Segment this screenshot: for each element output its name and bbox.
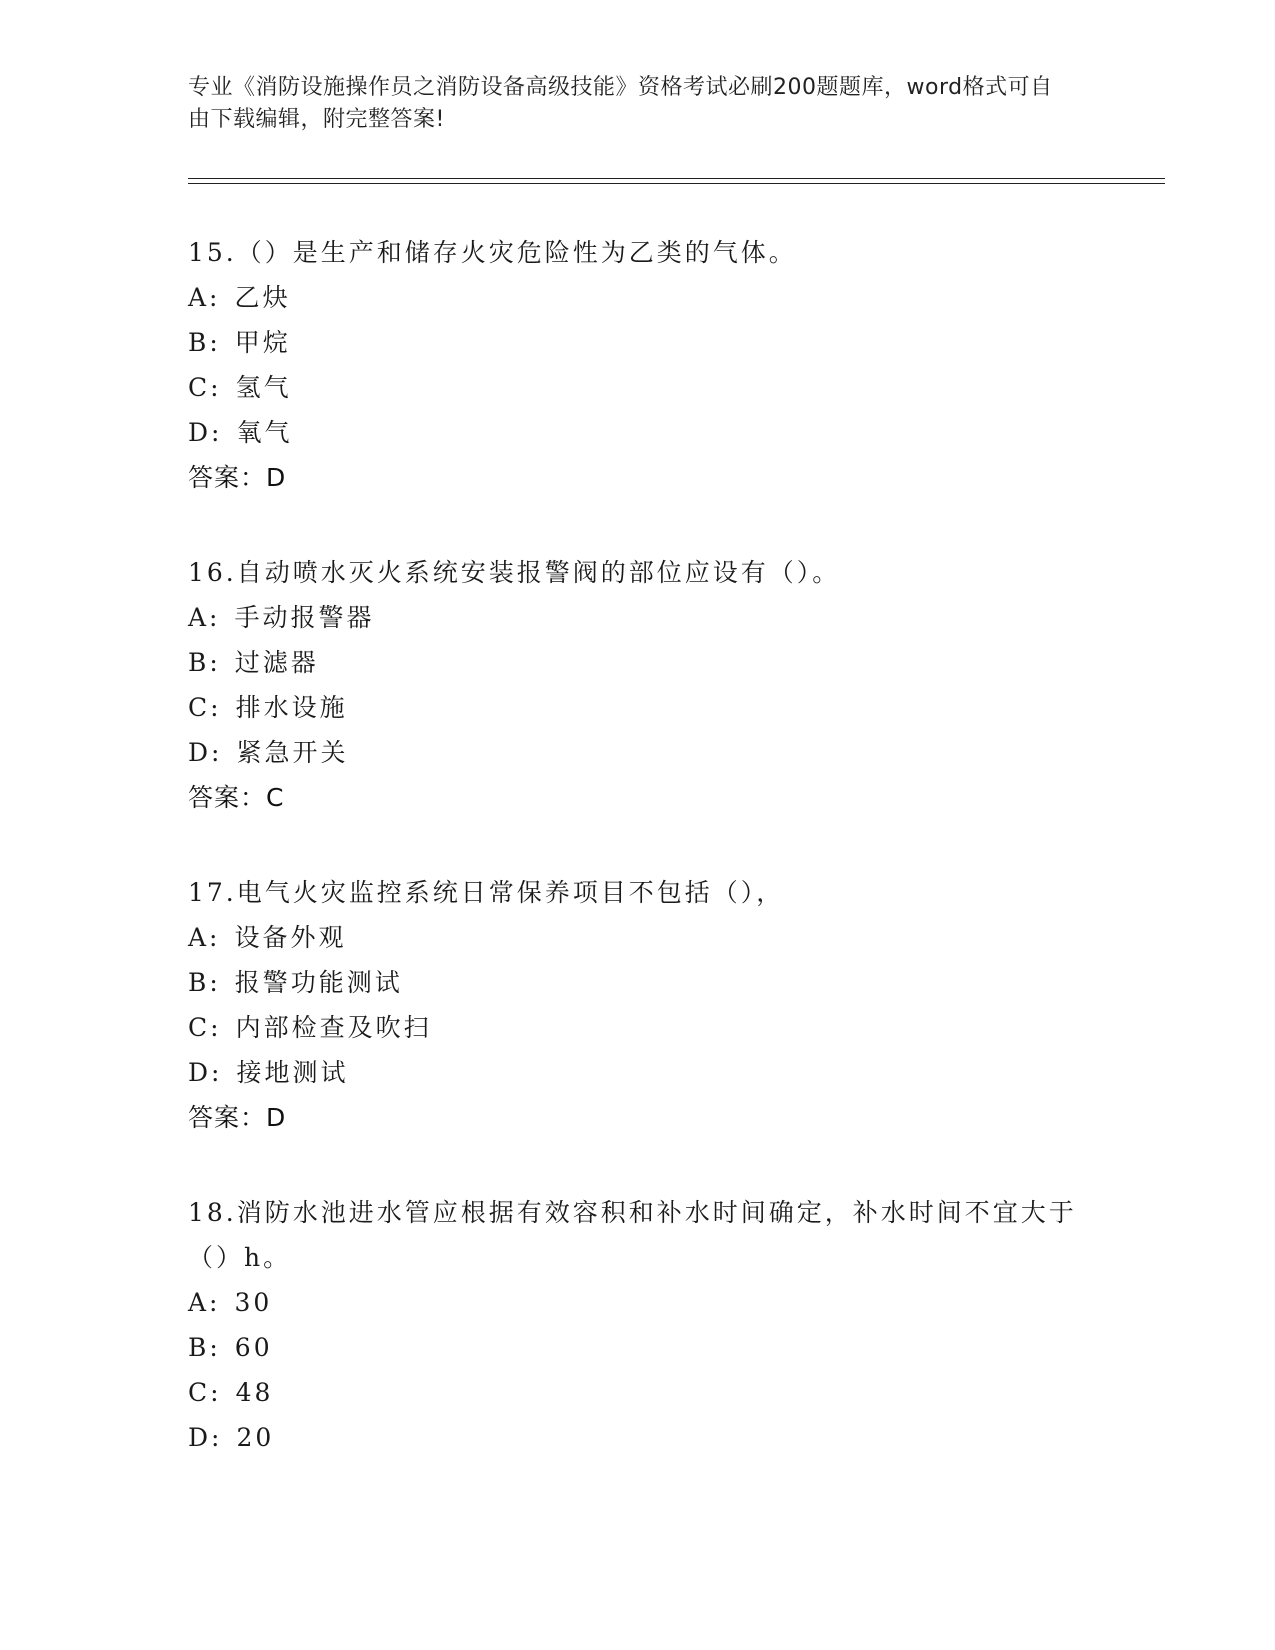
option-b (188, 960, 1088, 1005)
option-text: 乙炔 (234, 283, 291, 312)
option-label: B: (188, 648, 221, 677)
option-text: 氢气 (235, 373, 292, 402)
option-label: A: (188, 1288, 221, 1317)
option-a (188, 595, 1088, 640)
question-title: 17.电气火灾监控系统日常保养项目不包括（）， (188, 878, 785, 907)
option-b (188, 320, 1088, 365)
question-title: 18.消防水池进水管应根据有效容积和补水时间确定，补水时间不宜大于（）h。 (188, 1198, 1077, 1272)
question-17 (188, 870, 1088, 1140)
header-rule-top (188, 178, 1165, 179)
option-b (188, 1325, 1088, 1370)
option-label: D: (188, 1423, 223, 1452)
option-text: 20 (236, 1423, 275, 1452)
option-text: 过滤器 (234, 648, 319, 677)
option-text: 48 (235, 1378, 274, 1407)
option-label: C: (188, 373, 222, 402)
option-text: 设备外观 (234, 923, 347, 952)
answer-line: 答案：D (188, 1103, 287, 1132)
option-a (188, 1280, 1088, 1325)
option-c (188, 365, 1088, 410)
option-label: A: (188, 283, 221, 312)
option-label: C: (188, 1013, 222, 1042)
option-label: C: (188, 693, 222, 722)
option-label: A: (188, 923, 221, 952)
option-c (188, 685, 1088, 730)
option-a (188, 275, 1088, 320)
option-text: 60 (234, 1333, 273, 1362)
document-header: 专业《消防设施操作员之消防设备高级技能》资格考试必刷200题题库，word格式可自由下载编辑，附完整答案! (188, 75, 1053, 132)
option-a (188, 915, 1088, 960)
option-text: 接地测试 (236, 1058, 349, 1087)
option-text: 紧急开关 (236, 738, 349, 767)
option-text: 内部检查及吹扫 (235, 1013, 432, 1042)
option-label: A: (188, 603, 221, 632)
option-label: D: (188, 418, 223, 447)
option-label: D: (188, 738, 223, 767)
option-label: B: (188, 328, 221, 357)
answer-line: 答案：D (188, 463, 287, 492)
question-18 (188, 1190, 1088, 1460)
option-d (188, 1050, 1088, 1095)
question-16 (188, 550, 1088, 820)
answer-line: 答案：C (188, 783, 285, 812)
option-b (188, 640, 1088, 685)
option-text: 30 (234, 1288, 273, 1317)
option-text: 氧气 (236, 418, 293, 447)
option-d (188, 1415, 1088, 1460)
question-15 (188, 230, 1088, 500)
header-rule-bottom (188, 183, 1165, 184)
option-label: C: (188, 1378, 222, 1407)
option-c (188, 1370, 1088, 1415)
question-title: 15.（）是生产和储存火灾危险性为乙类的气体。 (188, 238, 797, 267)
question-title: 16.自动喷水灭火系统安装报警阀的部位应设有（）。 (188, 558, 841, 587)
option-d (188, 730, 1088, 775)
option-d (188, 410, 1088, 455)
option-text: 排水设施 (235, 693, 348, 722)
option-label: B: (188, 968, 221, 997)
option-text: 甲烷 (234, 328, 291, 357)
option-text: 报警功能测试 (234, 968, 403, 997)
option-label: B: (188, 1333, 221, 1362)
option-c (188, 1005, 1088, 1050)
option-label: D: (188, 1058, 223, 1087)
option-text: 手动报警器 (234, 603, 375, 632)
